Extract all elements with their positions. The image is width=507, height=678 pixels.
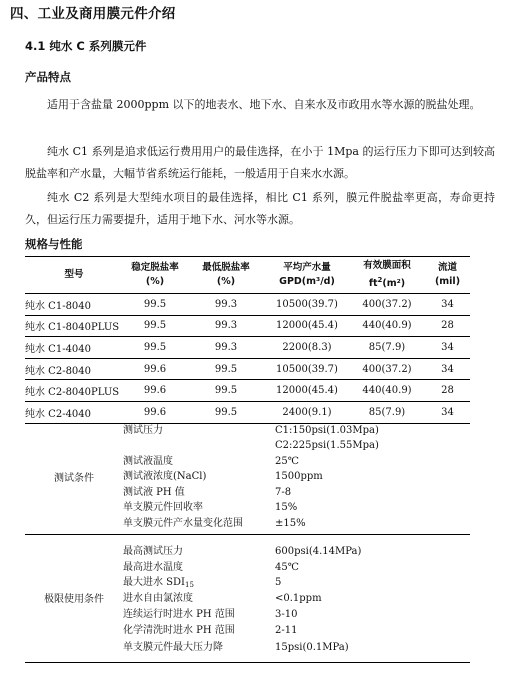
cell-spacer: 34 xyxy=(441,341,454,353)
table-row xyxy=(25,401,470,423)
condition-value: 2-11 xyxy=(275,625,298,636)
table-row xyxy=(25,294,470,316)
condition-row xyxy=(25,469,470,484)
cell-model: 纯水 C2-8040 xyxy=(25,365,92,377)
condition-name: 单支膜元件回收率 xyxy=(123,502,203,513)
condition-value: ±15% xyxy=(275,518,306,529)
condition-row xyxy=(25,423,470,438)
cell-spacer: 28 xyxy=(441,385,454,397)
condition-name: 进水自由氯浓度 xyxy=(123,593,193,604)
cell-flow: 12000(45.4) xyxy=(276,320,338,332)
cell-area: 400(37.2) xyxy=(362,363,412,375)
features-heading: 产品特点 xyxy=(25,70,71,84)
condition-value: 600psi(4.14MPa) xyxy=(275,546,362,557)
condition-name: 最高测试压力 xyxy=(123,546,183,557)
condition-value: 25℃ xyxy=(275,456,299,467)
subsection-title: 4.1 纯水 C 系列膜元件 xyxy=(25,39,147,53)
condition-name: 最大进水 $SDI_{15}$ xyxy=(123,577,194,589)
condition-row xyxy=(25,485,470,500)
cell-min: 99.5 xyxy=(214,385,238,397)
condition-name: 单支膜元件最大压力降 xyxy=(123,642,223,653)
condition-value: 5 xyxy=(275,577,282,588)
cell-flow: 10500(39.7) xyxy=(276,363,338,375)
condition-value: C1:150psi(1.03Mpa) xyxy=(275,425,379,436)
condition-row xyxy=(25,640,470,655)
header-stable-rejection: 稳定脱盐率 (%) xyxy=(131,262,179,287)
cell-spacer: 34 xyxy=(441,298,454,310)
condition-row xyxy=(25,454,470,469)
condition-value: 3-10 xyxy=(275,609,298,620)
condition-name: 测试液浓度(NaCl) xyxy=(123,471,207,482)
cell-min: 99.3 xyxy=(214,320,238,332)
condition-value: 45℃ xyxy=(275,562,299,573)
cell-area: 440(40.9) xyxy=(362,385,412,397)
cell-area: 85(7.9) xyxy=(368,406,406,418)
cell-flow: 2200(8.3) xyxy=(282,341,332,353)
cell-flow: 10500(39.7) xyxy=(276,298,338,310)
table-header-row xyxy=(25,257,470,294)
header-area: 有效膜面积 $ft^2(m^2)$ xyxy=(363,260,411,289)
condition-value: 7-8 xyxy=(275,487,292,498)
header-spacer: 流道 (mil) xyxy=(434,262,461,287)
cell-model: 纯水 C1-4040 xyxy=(25,343,92,355)
table-row xyxy=(25,358,470,380)
cell-min: 99.5 xyxy=(214,406,238,418)
cell-model: 纯水 C2-8040PLUS xyxy=(25,387,120,399)
condition-name: 化学清洗时进水 PH 范围 xyxy=(123,625,235,636)
condition-value: <0.1ppm xyxy=(275,593,322,604)
cell-area: 85(7.9) xyxy=(368,341,406,353)
paragraph-2: 纯水 C1 系列是追求低运行费用用户的最佳选择，在小于 1Mpa 的运行压力下即可达到较高脱盐率和产水量，大幅节省系统运行能耗，一般适用于自来水水源。 xyxy=(25,145,495,180)
condition-row xyxy=(25,623,470,638)
cell-stable: 99.5 xyxy=(143,341,167,353)
condition-name: 测试压力 xyxy=(123,425,163,436)
cell-area: 400(37.2) xyxy=(362,298,412,310)
condition-row xyxy=(25,591,470,606)
condition-row xyxy=(25,544,470,559)
condition-name: 单支膜元件产水量变化范围 xyxy=(123,518,243,529)
cell-flow: 12000(45.4) xyxy=(276,385,338,397)
cell-stable: 99.5 xyxy=(143,320,167,332)
cell-model: 纯水 C1-8040 xyxy=(25,300,92,312)
condition-value: C2:225psi(1.55Mpa) xyxy=(275,440,379,451)
condition-value: 15psi(0.1MPa) xyxy=(275,642,349,653)
cell-spacer: 34 xyxy=(441,363,454,375)
condition-name: 最高进水温度 xyxy=(123,562,183,573)
paragraph-1: 适用于含盐量 2000ppm 以下的地表水、地下水、自来水及市政用水等水源的脱盐处理。 xyxy=(47,98,481,111)
cell-min: 99.3 xyxy=(214,341,238,353)
cell-model: 纯水 C1-8040PLUS xyxy=(25,322,120,334)
condition-value: 15% xyxy=(275,502,298,513)
cell-spacer: 34 xyxy=(441,406,454,418)
test-conditions-block xyxy=(25,421,470,535)
cell-stable: 99.5 xyxy=(143,298,167,310)
condition-row xyxy=(25,607,470,622)
condition-row xyxy=(25,560,470,575)
condition-row xyxy=(25,438,470,453)
cell-min: 99.5 xyxy=(214,363,238,375)
table-row xyxy=(25,337,470,359)
condition-row xyxy=(25,516,470,531)
condition-name: 测试液温度 xyxy=(123,456,173,467)
table-row xyxy=(25,315,470,337)
spec-heading: 规格与性能 xyxy=(25,237,83,251)
paragraph-3: 纯水 C2 系列是大型纯水项目的最佳选择，相比 C1 系列，膜元件脱盐率更高，寿命更持久，但运行压力需要提升，适用于地下水、河水等水源。 xyxy=(25,191,495,226)
cell-model: 纯水 C2-4040 xyxy=(25,408,92,420)
header-model: 型号 xyxy=(64,269,84,280)
cell-stable: 99.6 xyxy=(143,363,167,375)
cell-area: 440(40.9) xyxy=(362,320,412,332)
section-title: 四、工业及商用膜元件介绍 xyxy=(10,6,176,22)
limit-conditions-block xyxy=(25,534,470,663)
cell-min: 99.3 xyxy=(214,298,238,310)
cell-spacer: 28 xyxy=(441,320,454,332)
limit-conditions-label: 极限使用条件 xyxy=(44,594,104,605)
header-min-rejection: 最低脱盐率 (%) xyxy=(202,262,250,287)
cell-stable: 99.6 xyxy=(143,406,167,418)
table-row xyxy=(25,380,470,402)
cell-flow: 2400(9.1) xyxy=(282,406,332,418)
condition-row xyxy=(25,500,470,515)
condition-name: 连续运行时进水 PH 范围 xyxy=(123,609,235,620)
cell-stable: 99.6 xyxy=(143,385,167,397)
condition-name: 测试液 PH 值 xyxy=(123,487,185,498)
condition-value: 1500ppm xyxy=(275,471,323,482)
condition-row xyxy=(25,575,470,590)
test-conditions-label: 测试条件 xyxy=(54,473,94,484)
spec-table xyxy=(25,256,470,424)
header-flow: 平均产水量 GPD(m³/d) xyxy=(279,262,335,287)
